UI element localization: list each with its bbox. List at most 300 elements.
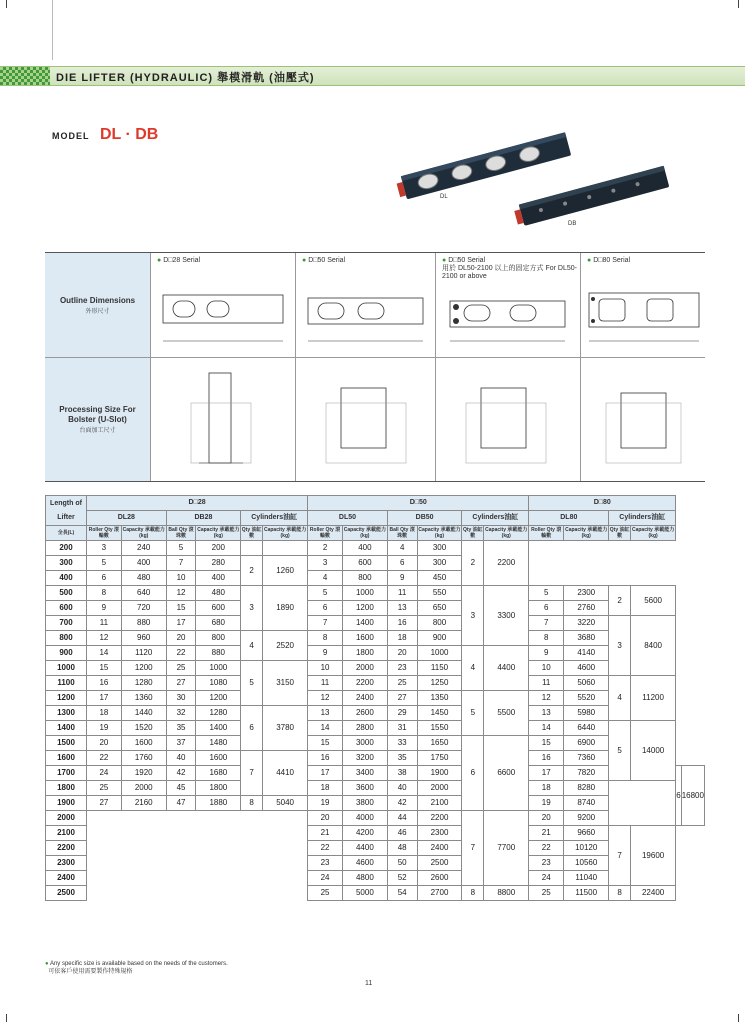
column-header: Capacity 承載能力(kg): [565, 527, 608, 539]
table-cell: 2200: [46, 841, 87, 856]
table-cell: 23: [308, 856, 343, 871]
table-cell: 2000: [121, 781, 166, 796]
table-cell: 35: [166, 721, 196, 736]
table-cell: 27: [87, 796, 122, 811]
table-cell: 600: [196, 601, 241, 616]
table-cell: 2300: [417, 826, 462, 841]
table-cell: 11: [87, 616, 122, 631]
column-header: Ball Qty 滾珠數: [387, 526, 417, 541]
table-cell: 4140: [564, 646, 609, 661]
table-cell: 47: [166, 796, 196, 811]
table-cell: 11040: [564, 871, 609, 886]
table-cell: 1760: [121, 751, 166, 766]
table-cell: 1200: [342, 601, 387, 616]
table-cell: 1150: [417, 661, 462, 676]
column-header: Capacity 承載能力(kg): [263, 527, 307, 539]
table-cell: 1800: [46, 781, 87, 796]
table-cell: 960: [121, 631, 166, 646]
table-cell: 6: [529, 601, 564, 616]
table-cell: 2: [308, 541, 343, 556]
table-cell: 19600: [630, 826, 675, 886]
table-cell: 22: [166, 646, 196, 661]
table-cell: 2: [241, 556, 263, 586]
serial-d28-cell: ● D□28 Serial: [150, 253, 296, 481]
table-cell: 17: [308, 766, 343, 781]
table-row: [46, 796, 705, 811]
column-header: 全長(L): [46, 526, 87, 541]
table-cell: 880: [196, 646, 241, 661]
column-header: Roller Qty 滾輪數: [529, 526, 564, 541]
table-cell: 1350: [417, 691, 462, 706]
table-cell: 600: [342, 556, 387, 571]
table-row: [46, 601, 705, 616]
table-cell: 10: [308, 661, 343, 676]
table-cell: 2400: [342, 691, 387, 706]
table-cell: 500: [46, 586, 87, 601]
table-cell: 11: [529, 676, 564, 691]
table-cell: 7: [308, 616, 343, 631]
sub-db28: DB28: [166, 511, 241, 526]
table-cell: 16: [87, 676, 122, 691]
table-cell: 54: [387, 886, 417, 901]
table-cell: 680: [196, 616, 241, 631]
table-cell: 9: [308, 646, 343, 661]
table-cell: 2800: [342, 721, 387, 736]
table-cell: 4: [609, 676, 631, 721]
table-row: [46, 676, 705, 691]
table-cell: 1600: [46, 751, 87, 766]
product-photo: [380, 120, 680, 230]
footnote-en: Any specific size is available based on the needs of the customers.: [49, 961, 228, 967]
table-cell: 29: [387, 706, 417, 721]
table-cell: 4600: [564, 661, 609, 676]
table-cell: 10560: [564, 856, 609, 871]
table-cell: 17: [166, 616, 196, 631]
table-cell: 880: [121, 616, 166, 631]
table-cell: 1280: [196, 706, 241, 721]
footnote-zh: 可依客戶使用需要製作特殊規格: [48, 969, 133, 975]
processing-size-header: [45, 358, 150, 481]
column-header: Qty 油缸數: [609, 527, 630, 539]
outline-dimensions-header: [45, 253, 150, 357]
table-cell: [241, 541, 263, 556]
sub-cyl50: Cylinders油缸: [462, 511, 529, 526]
table-cell: 42: [387, 796, 417, 811]
table-row: [46, 661, 705, 676]
table-cell: 450: [417, 571, 462, 586]
table-cell: 10: [529, 661, 564, 676]
table-cell: 3: [462, 586, 484, 646]
group-d50: D□50: [308, 496, 529, 511]
table-cell: 1650: [417, 736, 462, 751]
serial-d50b-title: D□50 Serial: [448, 257, 486, 264]
table-row: [46, 631, 705, 646]
table-row: [46, 751, 705, 766]
serial-d28-title: D□28 Serial: [163, 257, 201, 264]
table-cell: 200: [196, 541, 241, 556]
table-cell: 5500: [484, 691, 529, 736]
table-cell: 40: [166, 751, 196, 766]
table-row: [46, 616, 705, 631]
table-cell: 280: [196, 556, 241, 571]
table-cell: 1750: [417, 751, 462, 766]
table-cell: 240: [121, 541, 166, 556]
table-cell: 13: [308, 706, 343, 721]
table-cell: 13: [387, 601, 417, 616]
table-cell: 21: [308, 826, 343, 841]
table-cell: 1700: [46, 766, 87, 781]
table-cell: 2160: [121, 796, 166, 811]
table-cell: 5: [166, 541, 196, 556]
table-cell: 6900: [564, 736, 609, 751]
table-cell: 1900: [417, 766, 462, 781]
table-cell: 8400: [630, 616, 675, 676]
crop-guide: [52, 0, 53, 60]
table-cell: 25: [87, 781, 122, 796]
table-cell: 6: [676, 766, 681, 826]
table-cell: 48: [387, 841, 417, 856]
table-row: [46, 811, 705, 826]
table-cell: 1600: [342, 631, 387, 646]
table-cell: 8: [529, 631, 564, 646]
column-header: Capacity 承載能力(kg): [197, 527, 240, 539]
table-cell: 6600: [484, 736, 529, 811]
table-cell: 23: [529, 856, 564, 871]
table-cell: 1550: [417, 721, 462, 736]
sub-dl80: DL80: [529, 511, 609, 526]
table-cell: 12: [87, 631, 122, 646]
table-row: [46, 706, 705, 721]
table-cell: 1120: [121, 646, 166, 661]
table-cell: 30: [166, 691, 196, 706]
table-cell: 4: [387, 541, 417, 556]
table-cell: 1480: [196, 736, 241, 751]
table-cell: 14: [87, 646, 122, 661]
sub-dl50: DL50: [308, 511, 388, 526]
table-cell: 1250: [417, 676, 462, 691]
column-header: Roller Qty 滾輪數: [87, 526, 122, 541]
table-cell: 46: [387, 826, 417, 841]
table-cell: 45: [166, 781, 196, 796]
table-cell: 2520: [263, 631, 308, 661]
table-cell: 4800: [342, 871, 387, 886]
table-cell: 2100: [417, 796, 462, 811]
table-cell: 2200: [342, 676, 387, 691]
table-cell: 720: [121, 601, 166, 616]
table-cell: 2200: [484, 541, 529, 586]
table-cell: 300: [46, 556, 87, 571]
table-cell: 800: [417, 616, 462, 631]
table-cell: 20: [529, 811, 564, 826]
table-cell: 1600: [121, 736, 166, 751]
group-d28: D□28: [87, 496, 308, 511]
table-cell: 7360: [564, 751, 609, 766]
table-cell: 5: [609, 721, 631, 781]
length-header: Length of Lifter: [46, 496, 87, 526]
table-cell: 16800: [681, 766, 704, 826]
column-header: Qty 油缸數: [462, 527, 483, 539]
table-cell: 11200: [630, 676, 675, 721]
table-cell: 900: [46, 646, 87, 661]
table-cell: 3800: [342, 796, 387, 811]
table-cell: 22: [529, 841, 564, 856]
table-cell: 37: [166, 736, 196, 751]
table-cell: 2: [462, 541, 484, 586]
table-cell: 21: [529, 826, 564, 841]
table-cell: 19: [529, 796, 564, 811]
table-cell: 20: [308, 811, 343, 826]
table-cell: 9200: [564, 811, 609, 826]
table-cell: 8: [308, 631, 343, 646]
photo-label-db: DB: [568, 221, 577, 227]
table-cell: 9: [87, 601, 122, 616]
table-cell: 300: [417, 556, 462, 571]
table-cell: 700: [46, 616, 87, 631]
table-cell: 3780: [263, 706, 308, 751]
table-cell: 19: [308, 796, 343, 811]
table-cell: 22: [87, 751, 122, 766]
table-cell: 2100: [46, 826, 87, 841]
table-cell: 11500: [564, 886, 609, 901]
table-cell: 42: [166, 766, 196, 781]
table-cell: 3680: [564, 631, 609, 646]
table-cell: 3220: [564, 616, 609, 631]
serial-d80-title: D□80 Serial: [593, 257, 631, 264]
table-cell: 1400: [342, 616, 387, 631]
table-cell: 9660: [564, 826, 609, 841]
table-cell: [87, 811, 308, 901]
table-cell: 3: [308, 556, 343, 571]
column-header: Roller Qty 滾輪數: [308, 526, 343, 541]
table-cell: 18: [87, 706, 122, 721]
table-cell: 1300: [46, 706, 87, 721]
table-cell: 650: [417, 601, 462, 616]
table-cell: 8: [241, 796, 263, 811]
table-cell: 400: [121, 556, 166, 571]
table-cell: 10120: [564, 841, 609, 856]
table-cell: 1360: [121, 691, 166, 706]
table-cell: 3400: [342, 766, 387, 781]
table-cell: 12: [308, 691, 343, 706]
table-cell: 2300: [564, 586, 609, 601]
table-cell: 33: [387, 736, 417, 751]
table-cell: 5: [308, 586, 343, 601]
table-cell: 16: [308, 751, 343, 766]
table-cell: 17: [529, 766, 564, 781]
table-cell: 2400: [46, 871, 87, 886]
table-cell: 3: [241, 586, 263, 631]
column-header: Capacity 承載能力(kg): [343, 527, 386, 539]
table-cell: 7: [166, 556, 196, 571]
table-cell: 1600: [196, 751, 241, 766]
table-cell: 4: [241, 631, 263, 661]
table-cell: 900: [417, 631, 462, 646]
table-cell: 2000: [417, 781, 462, 796]
table-cell: 18: [529, 781, 564, 796]
table-cell: 40: [387, 781, 417, 796]
table-cell: [263, 541, 308, 556]
table-cell: 8: [87, 586, 122, 601]
table-cell: 24: [529, 871, 564, 886]
table-cell: 7: [609, 826, 631, 886]
table-cell: 1880: [196, 796, 241, 811]
table-cell: 4200: [342, 826, 387, 841]
table-cell: 2000: [46, 811, 87, 826]
table-cell: 2500: [417, 856, 462, 871]
table-cell: 8: [462, 886, 484, 901]
table-cell: 18: [387, 631, 417, 646]
table-cell: 12: [166, 586, 196, 601]
column-header: Ball Qty 滾珠數: [166, 526, 196, 541]
table-cell: 14: [308, 721, 343, 736]
sub-cyl80: Cylinders油缸: [609, 511, 676, 526]
table-cell: 11: [387, 586, 417, 601]
table-cell: 52: [387, 871, 417, 886]
table-cell: 4600: [342, 856, 387, 871]
table-cell: 27: [166, 676, 196, 691]
table-cell: 1200: [121, 661, 166, 676]
table-cell: 25: [529, 886, 564, 901]
table-cell: 20: [166, 631, 196, 646]
table-cell: 5980: [564, 706, 609, 721]
table-cell: 3: [87, 541, 122, 556]
crop-mark: [6, 0, 7, 8]
table-cell: 800: [342, 571, 387, 586]
table-cell: 27: [387, 691, 417, 706]
column-header: Capacity 承載能力(kg): [485, 527, 528, 539]
sub-db50: DB50: [387, 511, 462, 526]
table-cell: 15: [87, 661, 122, 676]
table-cell: 10: [166, 571, 196, 586]
table-cell: 5000: [342, 886, 387, 901]
column-header: Qty 油缸數: [241, 527, 262, 539]
table-cell: 19: [87, 721, 122, 736]
table-cell: 600: [46, 601, 87, 616]
table-cell: 16: [529, 751, 564, 766]
footnote: ● Any specific size is available based on the needs of the customers. 可依客戶使用需要製作特殊規格: [45, 961, 228, 975]
table-cell: 8280: [564, 781, 609, 796]
table-cell: 2000: [342, 661, 387, 676]
table-cell: 3: [609, 616, 631, 676]
table-cell: 1900: [46, 796, 87, 811]
table-cell: 200: [46, 541, 87, 556]
table-cell: 5: [241, 661, 263, 706]
crop-mark: [6, 1014, 7, 1022]
table-row: [46, 736, 705, 751]
table-row: [46, 766, 705, 781]
table-cell: 6: [87, 571, 122, 586]
sub-cyl28: Cylinders油缸: [241, 511, 308, 526]
table-cell: 2760: [564, 601, 609, 616]
table-cell: 6: [462, 736, 484, 811]
table-cell: 11: [308, 676, 343, 691]
table-cell: 1200: [196, 691, 241, 706]
table-cell: 9: [387, 571, 417, 586]
table-cell: 44: [387, 811, 417, 826]
d50-drawing: [296, 253, 436, 481]
table-cell: 3200: [342, 751, 387, 766]
checker-pattern: [0, 67, 50, 85]
table-cell: 2400: [417, 841, 462, 856]
table-cell: 1800: [196, 781, 241, 796]
table-cell: 400: [196, 571, 241, 586]
table-cell: 18: [308, 781, 343, 796]
table-cell: 4400: [484, 646, 529, 691]
table-cell: 2600: [417, 871, 462, 886]
table-cell: 6440: [564, 721, 609, 736]
table-cell: 6: [387, 556, 417, 571]
table-cell: 13: [529, 706, 564, 721]
group-d80: D□80: [529, 496, 676, 511]
table-cell: 2200: [417, 811, 462, 826]
table-cell: 5520: [564, 691, 609, 706]
table-cell: 15: [166, 601, 196, 616]
table-cell: 6: [241, 706, 263, 751]
table-cell: 22: [308, 841, 343, 856]
table-cell: 4400: [342, 841, 387, 856]
table-row: [46, 691, 705, 706]
outline-zh: 外形尺寸: [85, 308, 110, 315]
column-header: Capacity 承載能力(kg): [122, 527, 165, 539]
table-cell: 7820: [564, 766, 609, 781]
page-number: 11: [365, 980, 373, 987]
table-cell: 480: [121, 571, 166, 586]
table-cell: 32: [166, 706, 196, 721]
table-cell: 38: [387, 766, 417, 781]
table-cell: 9: [529, 646, 564, 661]
section-header: [0, 66, 745, 86]
photo-label-dl: DL: [440, 194, 448, 200]
table-cell: 12: [529, 691, 564, 706]
table-cell: 1260: [263, 556, 308, 586]
table-cell: 5: [529, 586, 564, 601]
dimension-table: [45, 252, 705, 482]
table-cell: 8740: [564, 796, 609, 811]
table-cell: 1800: [342, 646, 387, 661]
table-cell: 1280: [121, 676, 166, 691]
table-cell: 1000: [46, 661, 87, 676]
table-cell: [529, 541, 676, 586]
table-cell: 24: [87, 766, 122, 781]
table-cell: 22400: [630, 886, 675, 901]
table-cell: 400: [342, 541, 387, 556]
sub-dl28: DL28: [87, 511, 167, 526]
table-cell: 5: [462, 691, 484, 736]
table-cell: 7: [529, 616, 564, 631]
column-header: Capacity 承載能力(kg): [418, 527, 461, 539]
table-cell: 24: [308, 871, 343, 886]
table-cell: 1400: [196, 721, 241, 736]
table-cell: 3150: [263, 661, 308, 706]
table-cell: 8: [609, 886, 631, 901]
d80-drawing: [581, 253, 706, 481]
table-cell: 5040: [263, 796, 308, 811]
table-cell: 20: [87, 736, 122, 751]
table-cell: 4410: [263, 751, 308, 796]
table-cell: 1890: [263, 586, 308, 631]
table-cell: 25: [387, 676, 417, 691]
spec-table: [45, 495, 705, 901]
table-cell: 2700: [417, 886, 462, 901]
table-cell: 2500: [46, 886, 87, 901]
table-cell: 50: [387, 856, 417, 871]
table-row: [46, 721, 705, 736]
outline-en: Outline Dimensions: [59, 295, 136, 305]
table-cell: 1000: [417, 646, 462, 661]
table-cell: 15: [529, 736, 564, 751]
table-cell: 1400: [46, 721, 87, 736]
table-cell: 1000: [196, 661, 241, 676]
